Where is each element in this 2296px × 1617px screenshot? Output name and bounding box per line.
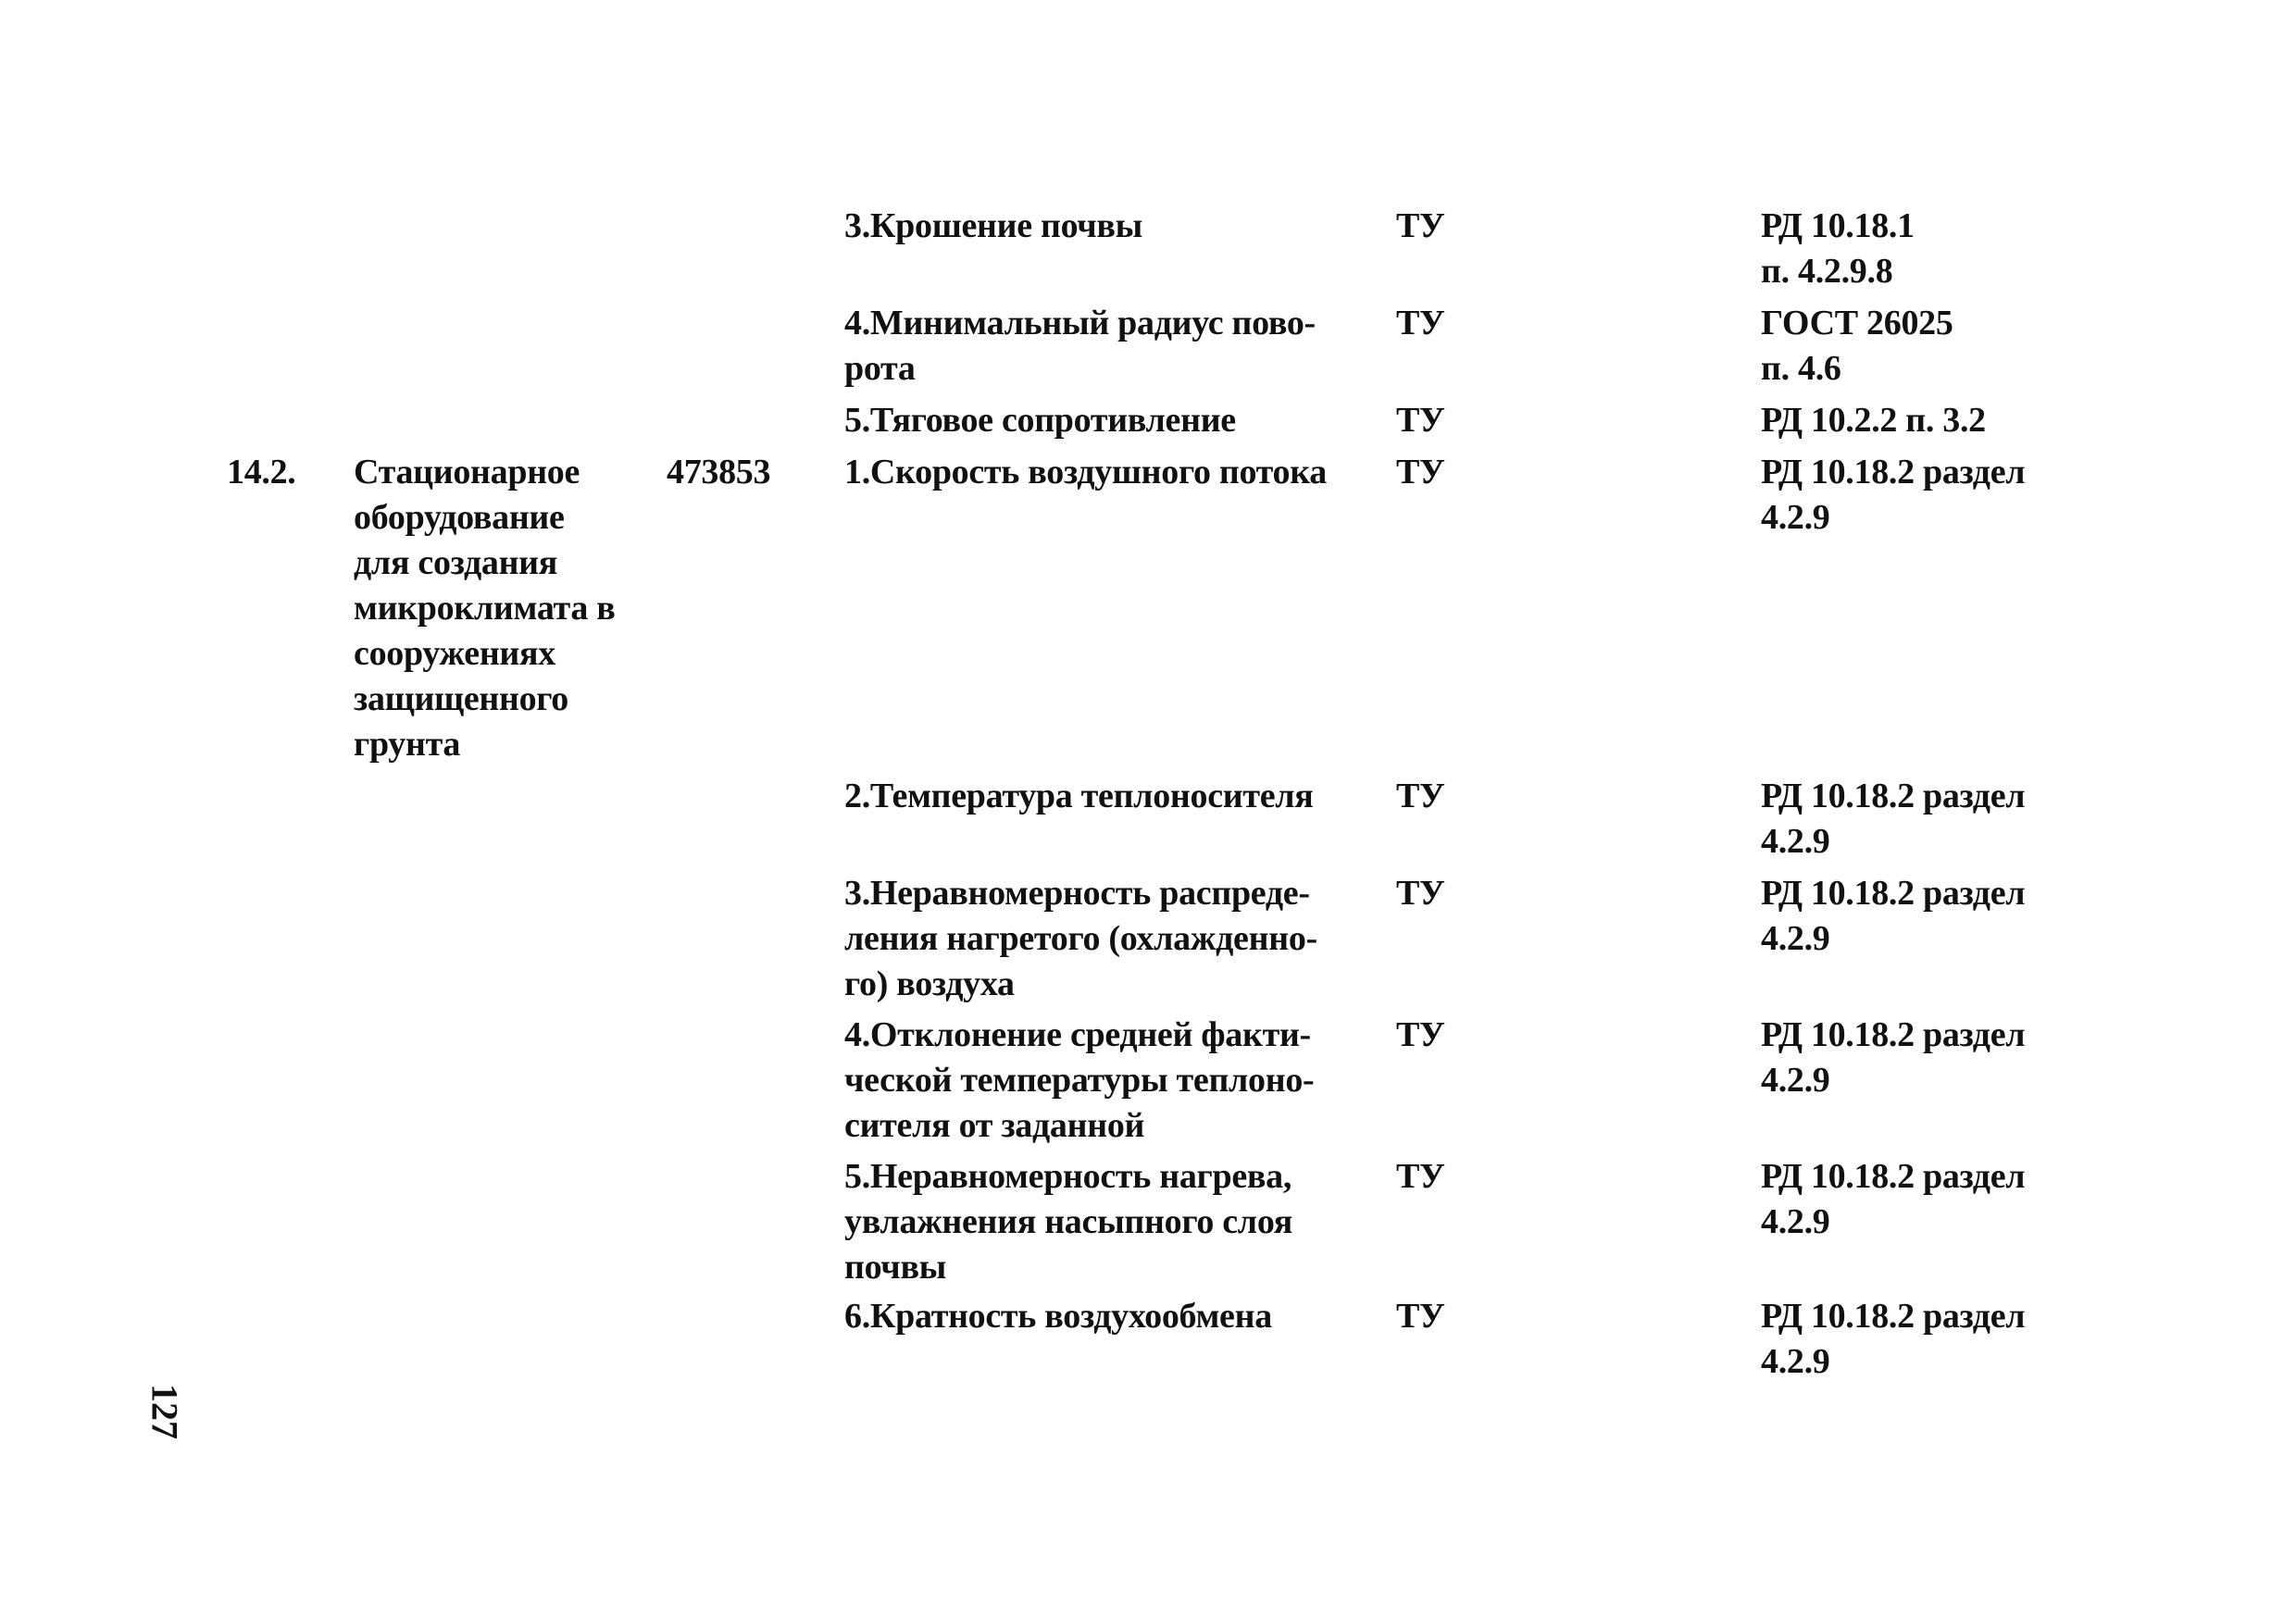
parameter-cell: 1.Скорость воздушного потока [844,453,1327,491]
parameter-cell: 5.Тяговое сопротивление [844,401,1236,440]
item-name: Стационарное оборудование для создания микроклимата в сооружениях защищенного грунта [354,453,616,764]
method-cell: РД 10.18.2 раздел 4.2.9 [1761,874,2026,958]
doc-cell: ТУ [1396,401,1445,440]
parameter-cell: 4.Минимальный радиус пово- рота [844,304,1316,388]
method-cell: РД 10.18.2 раздел 4.2.9 [1761,777,2026,861]
parameter-cell: 3.Неравномерность распреде- ления нагретого (охлажденно- го) воздуха [844,874,1317,1003]
method-cell: РД 10.18.2 раздел 4.2.9 [1761,1297,2026,1381]
parameter-cell: 4.Отклонение средней факти- ческой температуры теплоно- сителя от заданной [844,1015,1315,1145]
page-number: 127 [144,1384,186,1439]
doc-cell: ТУ [1396,453,1445,491]
doc-cell: ТУ [1396,874,1445,913]
doc-cell: ТУ [1396,206,1445,245]
method-cell: РД 10.18.2 раздел 4.2.9 [1761,453,2026,537]
parameter-cell: 2.Температура теплоносителя [844,777,1314,815]
item-code: 473853 [667,453,771,491]
method-cell: РД 10.18.2 раздел 4.2.9 [1761,1015,2026,1100]
method-cell: РД 10.18.2 раздел 4.2.9 [1761,1157,2026,1241]
doc-cell: ТУ [1396,1015,1445,1054]
doc-cell: ТУ [1396,777,1445,815]
doc-cell: ТУ [1396,1297,1445,1336]
item-number: 14.2. [227,453,296,491]
doc-cell: ТУ [1396,1157,1445,1196]
doc-cell: ТУ [1396,304,1445,342]
parameter-cell: 3.Крошение почвы [844,206,1143,245]
method-cell: РД 10.18.1 п. 4.2.9.8 [1761,206,1915,291]
method-cell: РД 10.2.2 п. 3.2 [1761,401,1986,440]
parameter-cell: 5.Неравномерность нагрева, увлажнения насыпного слоя почвы [844,1157,1293,1287]
parameter-cell: 6.Кратность воздухообмена [844,1297,1272,1336]
method-cell: ГОСТ 26025 п. 4.6 [1761,304,1953,388]
